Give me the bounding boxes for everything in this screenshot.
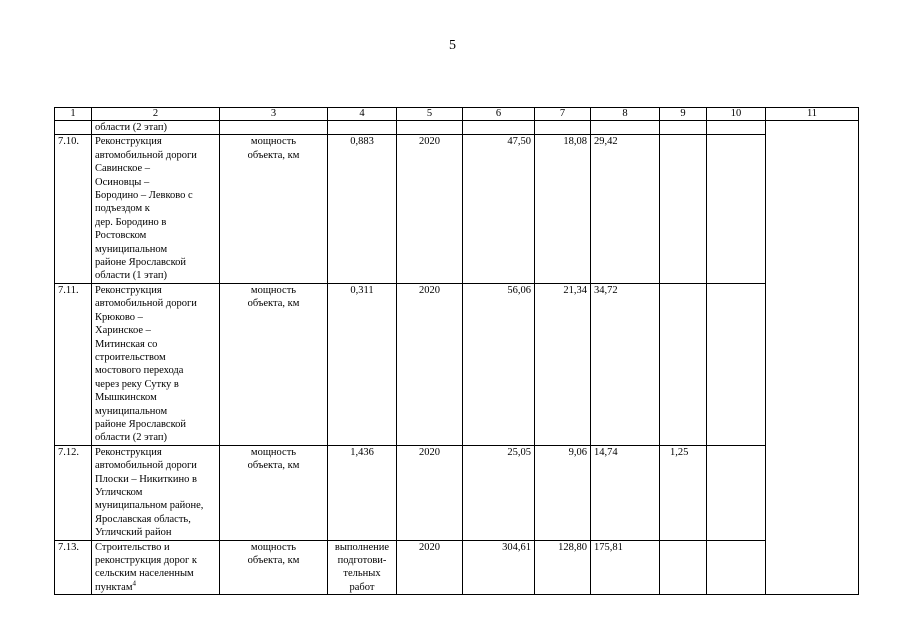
cell-indicator [220,121,328,135]
cell-9 [660,121,707,135]
name-line: районе Ярославской [95,418,187,430]
table-row [55,540,859,595]
name-line: Бородино – Левково с [95,190,193,202]
name-line: пунктам$^4$ [95,579,136,593]
cell-indicator [220,283,328,445]
cell-6 [463,121,535,135]
cell-7: 9,06 [535,445,591,540]
name-line: Плоски – Никиткино в [95,473,197,485]
header-cell: 11 [766,108,859,121]
footnote-mark: 4 [132,579,136,588]
name-line: районе Ярославской [95,257,187,269]
cell-8: 175,81 [591,540,660,595]
cell-name [92,283,220,445]
cell-indicator [220,135,328,283]
cell-8 [591,121,660,135]
cell-value [328,540,397,595]
cell-6: 304,61 [463,540,535,595]
indicator-line: объекта, км [247,149,300,161]
cell-6: 47,50 [463,135,535,283]
name-line: Осиновцы – [95,176,150,188]
name-line: Ярославская область, [95,513,191,525]
name-line: Угличском [95,486,143,498]
cell-name [92,540,220,595]
header-cell: 6 [463,108,535,121]
cell-num: 7.11. [55,283,92,445]
cell-name [92,135,220,283]
cell-10 [707,135,766,283]
cell-year: 2020 [397,540,463,595]
value-line: работ [349,581,375,593]
cell-8: 14,74 [591,445,660,540]
value-line: тельных [343,568,381,580]
cell-name [92,445,220,540]
cell-name: области (2 этап) [92,121,220,135]
cell-value: 0,311 [328,283,397,445]
cell-11 [766,121,859,595]
name-line: области (2 этап) [95,432,167,444]
cell-9: 1,25 [660,445,707,540]
table-row [55,445,859,540]
name-line: автомобильной дороги [95,149,197,161]
cell-year [397,121,463,135]
cell-10 [707,283,766,445]
table-row [55,135,859,283]
name-line: Ростовском [95,230,147,242]
name-line: муниципальном районе, [95,500,204,512]
cell-num: 7.12. [55,445,92,540]
cell-7: 21,34 [535,283,591,445]
header-cell: 7 [535,108,591,121]
cell-10 [707,445,766,540]
name-line: Савинское – [95,163,151,175]
name-line: Угличский район [95,527,172,539]
header-cell: 1 [55,108,92,121]
cell-9 [660,135,707,283]
value-line: выполнение [334,541,390,553]
header-cell: 4 [328,108,397,121]
name-line: области (1 этап) [95,270,167,282]
name-line: через реку Сутку в [95,378,179,390]
header-cell: 5 [397,108,463,121]
name-line: Реконструкция [95,284,162,296]
cell-value [328,121,397,135]
name-line: Харинское – [95,325,151,337]
cell-indicator [220,445,328,540]
name-line: дер. Бородино в [95,216,167,228]
cell-10 [707,540,766,595]
investment-table [54,107,859,595]
header-cell: 8 [591,108,660,121]
value-line: подготови- [337,555,387,566]
continuation-row [55,121,859,135]
name-line: мостового перехода [95,365,184,377]
cell-value: 0,883 [328,135,397,283]
page-number: 5 [449,38,456,53]
header-row [55,108,859,121]
cell-year: 2020 [397,135,463,283]
name-line: сельским населенным [95,568,194,580]
indicator-line: объекта, км [247,298,300,310]
indicator-line: мощность [250,136,297,148]
name-line: автомобильной дороги [95,298,197,310]
indicator-line: объекта, км [247,555,300,566]
header-cell: 2 [92,108,220,121]
indicator-line: мощность [250,284,297,296]
cell-7 [535,121,591,135]
cell-8: 34,72 [591,283,660,445]
name-line: Крюково – [95,311,143,323]
name-line: реконструкция дорог к [95,555,198,566]
indicator-line: мощность [250,446,297,458]
name-line: муниципальном [95,405,168,417]
name-line: подъездом к [95,203,150,215]
cell-num [55,121,92,135]
name-line: Митинская со [95,338,158,350]
cell-8: 29,42 [591,135,660,283]
cell-7: 128,80 [535,540,591,595]
name-line: строительством [95,351,166,363]
name-line: Мышкинском [95,392,157,404]
header-cell: 10 [707,108,766,121]
cell-9 [660,540,707,595]
cell-6: 25,05 [463,445,535,540]
cell-9 [660,283,707,445]
indicator-line: объекта, км [247,460,300,472]
name-line: автомобильной дороги [95,460,197,472]
cell-year: 2020 [397,445,463,540]
cell-6: 56,06 [463,283,535,445]
indicator-line: мощность [250,541,297,553]
name-line: муниципальном [95,243,168,255]
name-line: Реконструкция [95,446,162,458]
cell-num: 7.13. [55,540,92,595]
header-cell: 9 [660,108,707,121]
header-cell: 3 [220,108,328,121]
cell-10 [707,121,766,135]
name-line: Реконструкция [95,136,162,148]
table-row [55,283,859,445]
cell-num: 7.10. [55,135,92,283]
name-line: Строительство и [95,541,170,553]
cell-year: 2020 [397,283,463,445]
cell-indicator [220,540,328,595]
cell-value: 1,436 [328,445,397,540]
cell-7: 18,08 [535,135,591,283]
